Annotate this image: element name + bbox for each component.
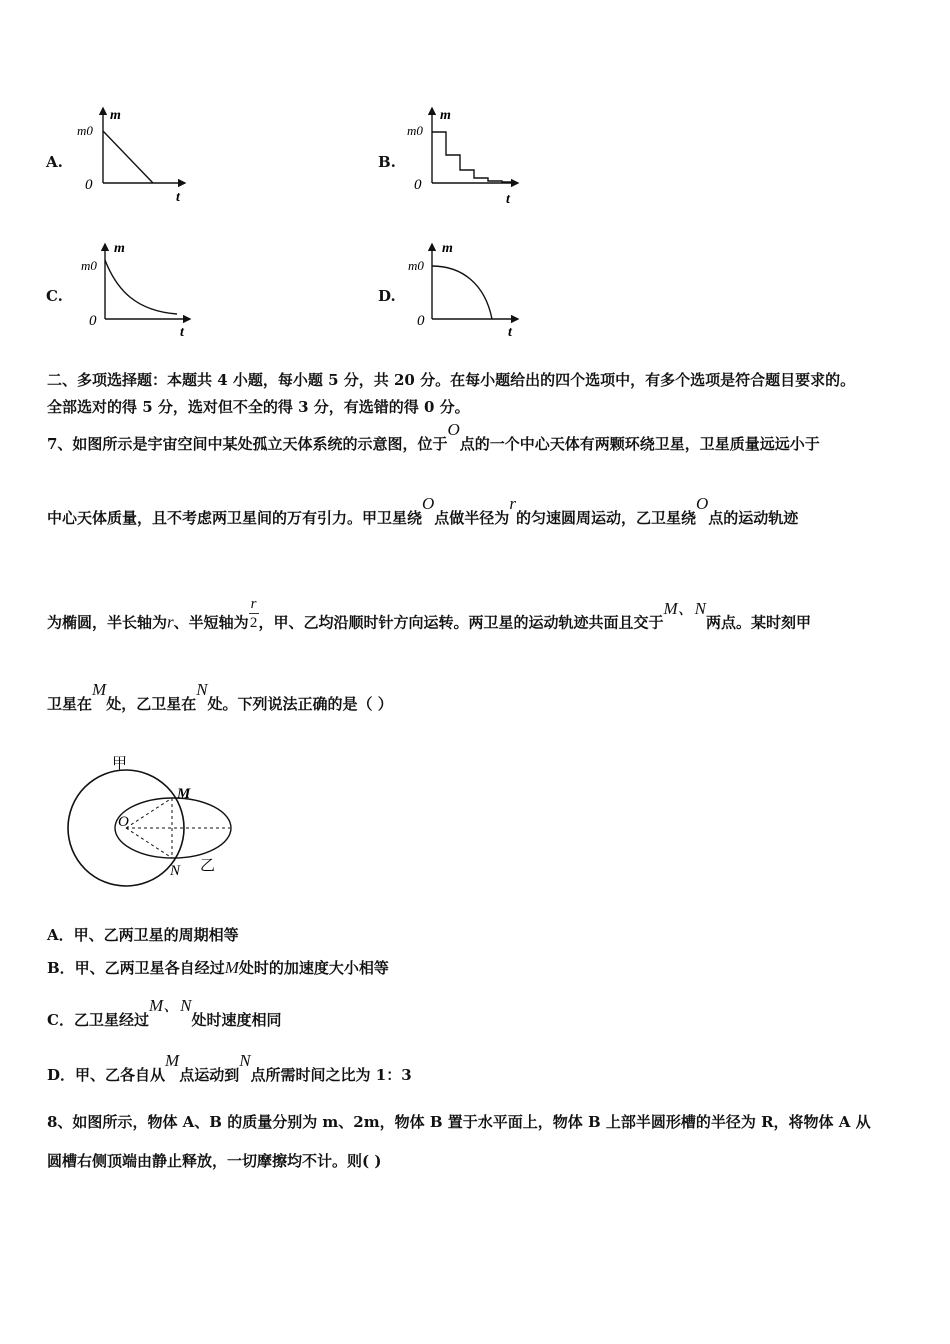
orbit-figure — [60, 750, 260, 890]
q7-option-c: C．乙卫星经过M、N处时速度相同 — [47, 996, 282, 1029]
svg-text:m: m — [114, 241, 125, 256]
svg-text:m0: m0 — [408, 258, 424, 273]
svg-text:0: 0 — [89, 313, 97, 329]
label-jia: 甲 — [112, 756, 128, 772]
dashed-ON — [126, 828, 172, 858]
label-M: M — [177, 786, 191, 802]
x-label: t — [176, 190, 180, 205]
q7-option-a: A．甲、乙两卫星的周期相等 — [47, 926, 239, 944]
q7-line2: 中心天体质量，且不考虑两卫星间的万有引力。甲卫星绕O点做半径为r的匀速圆周运动，乙卫星绕O点的运动轨迹 — [47, 494, 799, 527]
graph-a-curve — [103, 131, 153, 183]
svg-text:m0: m0 — [81, 258, 97, 273]
svg-text:0: 0 — [417, 313, 425, 329]
y-label: m — [110, 108, 121, 123]
q7-line3: 为椭圆，半长轴为r、半短轴为 $\frac{r}{2}$ ，甲、乙均沿顺时针方向运转。两卫星的运动轨迹共面且交于M、N两点。某时刻甲 — [47, 596, 812, 632]
q7-line1: 7、如图所示是宇宙空间中某处孤立天体系统的示意图，位于O点的一个中心天体有两颗环绕卫星，卫星质量远远小于 — [47, 420, 820, 453]
label-O: O — [118, 814, 129, 830]
graph-c-curve — [105, 260, 177, 314]
label-yi: 乙 — [200, 858, 216, 874]
origin-label: 0 — [85, 177, 93, 193]
graph-c — [72, 236, 202, 346]
dashed-OM — [126, 798, 172, 828]
option-b-label: B. — [378, 153, 396, 171]
option-d-label: D. — [378, 287, 396, 305]
y0-label: m0 — [77, 123, 93, 138]
svg-text:0: 0 — [414, 177, 422, 193]
svg-text:t: t — [180, 325, 184, 340]
label-N: N — [170, 863, 181, 879]
fraction-r-over-2: $\frac{r}{2}$ — [249, 596, 258, 631]
graph-d — [400, 236, 530, 346]
q7-option-b: B．甲、乙两卫星各自经过M处时的加速度大小相等 — [47, 958, 389, 977]
q8-line1: 8、如图所示，物体 A、B 的质量分别为 m、2m，物体 B 置于水平面上，物体 B 上部半圆形槽的半径为 R，将物体 A 从 — [47, 1113, 871, 1131]
option-c-label: C. — [46, 287, 63, 305]
svg-text:m: m — [442, 241, 453, 256]
graph-a — [70, 100, 200, 210]
graph-b — [400, 100, 530, 210]
graph-d-curve — [432, 266, 492, 319]
q7-option-d: D．甲、乙各自从M点运动到N点所需时间之比为 1：3 — [47, 1051, 412, 1084]
svg-text:t: t — [506, 192, 510, 207]
section-header-line2: 全部选对的得 5 分，选对但不全的得 3 分，有选错的得 0 分。 — [47, 398, 470, 416]
svg-text:t: t — [508, 325, 512, 340]
svg-text:m0: m0 — [407, 123, 423, 138]
section-header-line1: 二、多项选择题：本题共 4 小题，每小题 5 分，共 20 分。在每小题给出的四个选项中，有多个选项是符合题目要求的。 — [47, 371, 856, 389]
q8-line2: 圆槽右侧顶端由静止释放，一切摩擦均不计。则( ) — [47, 1152, 382, 1170]
option-a-label: A. — [46, 153, 63, 171]
graph-b-curve — [432, 132, 512, 182]
q7-line4: 卫星在M处，乙卫星在N处。下列说法正确的是（ ） — [47, 680, 393, 713]
svg-text:m: m — [440, 108, 451, 123]
